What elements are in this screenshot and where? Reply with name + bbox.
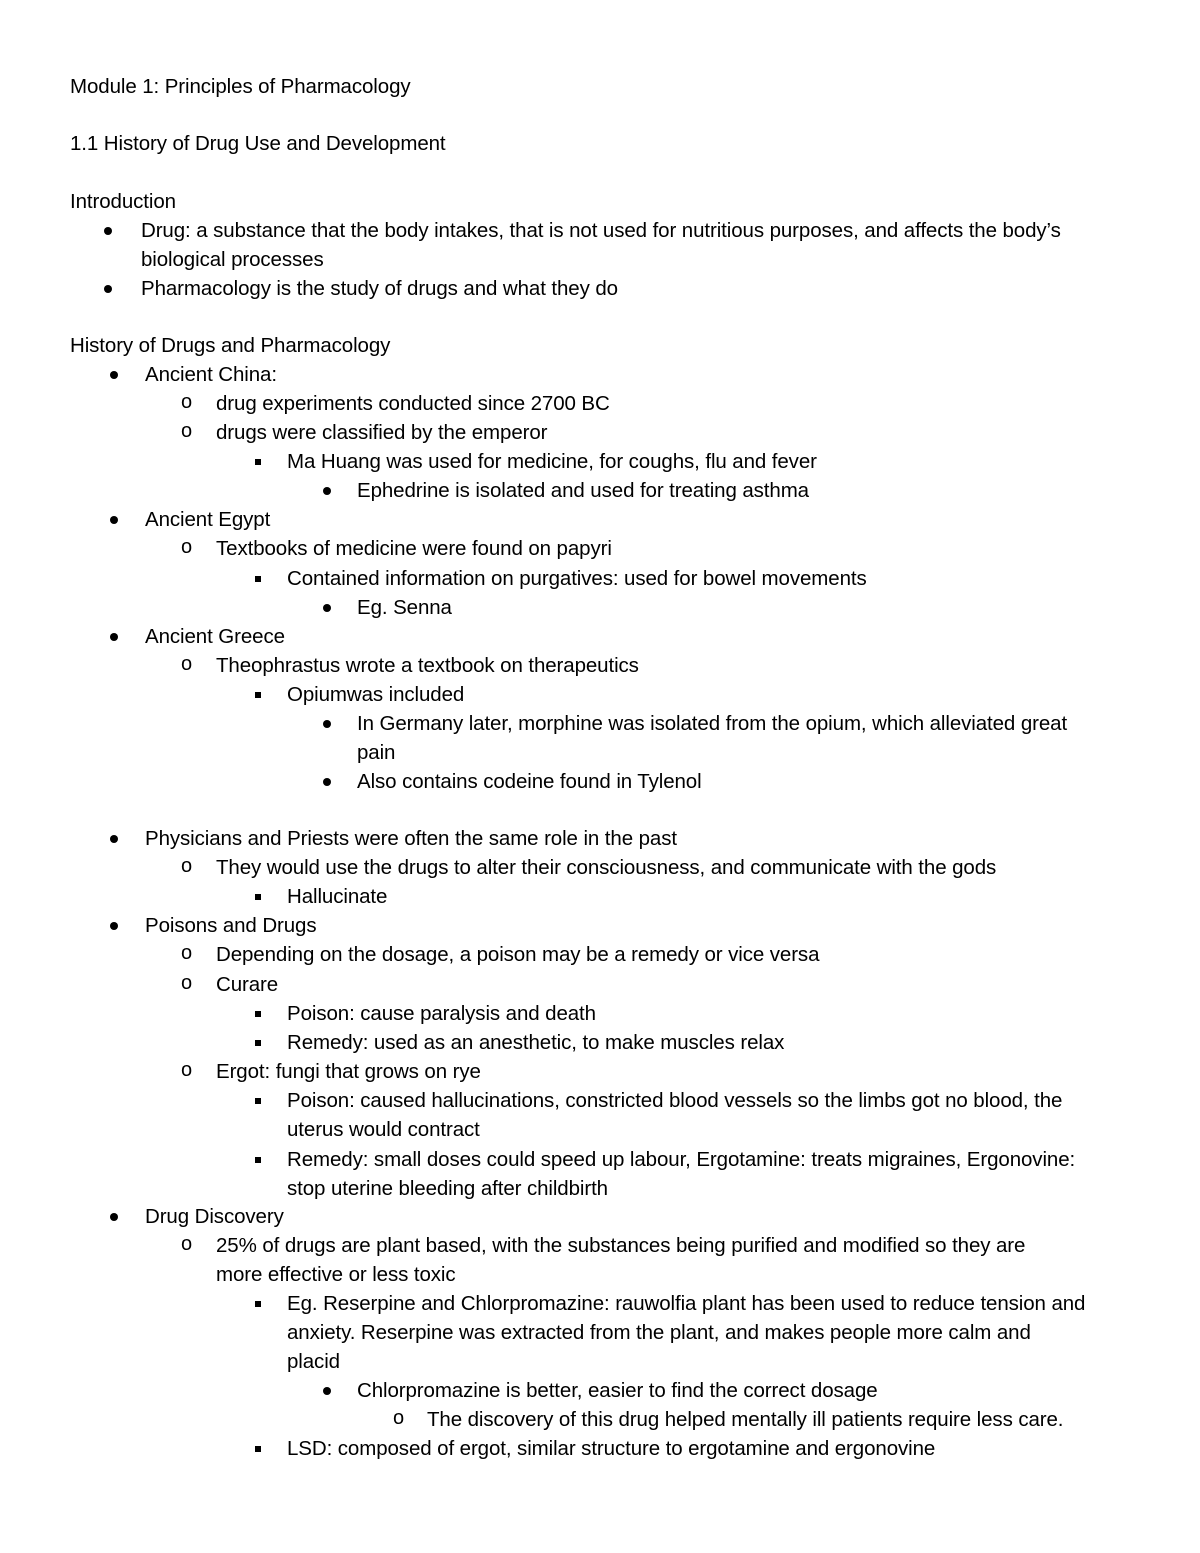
bullet-circle-icon: o (181, 653, 193, 675)
bullet-disc-icon (323, 778, 331, 786)
list-item-text: Remedy: used as an anesthetic, to make muscles relax (287, 1031, 785, 1054)
page-title: Module 1: Principles of Pharmacology (70, 75, 411, 98)
list-item-text: biological processes (141, 248, 324, 271)
list-item-text: Remedy: small doses could speed up labour, Ergotamine: treats migraines, Ergonovine: (287, 1148, 1076, 1171)
list-item-text: In Germany later, morphine was isolated from the opium, which alleviated great (357, 712, 1068, 735)
list-item-text: Physicians and Priests were often the same role in the past (145, 827, 677, 850)
bullet-disc-icon (110, 633, 118, 641)
list-item-text: Curare (216, 973, 279, 996)
list-item-text: Ma Huang was used for medicine, for coughs, flu and fever (287, 450, 817, 473)
list-item-text: Poison: cause paralysis and death (287, 1002, 596, 1025)
list-item-text: Poisons and Drugs (145, 914, 317, 937)
bullet-circle-icon: o (181, 855, 193, 877)
bullet-square-icon (255, 894, 261, 900)
subsection-heading: History of Drugs and Pharmacology (70, 334, 391, 357)
bullet-square-icon (255, 692, 261, 698)
bullet-square-icon (255, 576, 261, 582)
list-item-text: Ancient China: (145, 363, 277, 386)
bullet-square-icon (255, 1040, 261, 1046)
bullet-disc-icon (323, 604, 331, 612)
list-item-text: more effective or less toxic (216, 1263, 456, 1286)
list-item-text: They would use the drugs to alter their consciousness, and communicate with the gods (216, 856, 997, 879)
bullet-circle-icon: o (181, 420, 193, 442)
list-item-text: pain (357, 741, 396, 764)
bullet-square-icon (255, 459, 261, 465)
bullet-square-icon (255, 1157, 261, 1163)
bullet-square-icon (255, 1011, 261, 1017)
list-item-text: Depending on the dosage, a poison may be a remedy or vice versa (216, 943, 820, 966)
bullet-circle-icon: o (181, 391, 193, 413)
bullet-disc-icon (110, 1213, 118, 1221)
bullet-disc-icon (104, 227, 112, 235)
subsection-heading: Introduction (70, 190, 176, 213)
list-item-text: Drug Discovery (145, 1205, 284, 1228)
bullet-circle-icon: o (181, 972, 193, 994)
list-item-text: Also contains codeine found in Tylenol (357, 770, 702, 793)
list-item-text: stop uterine bleeding after childbirth (287, 1177, 608, 1200)
list-item-text: placid (287, 1350, 340, 1373)
bullet-disc-icon (110, 922, 118, 930)
list-item-text: Hallucinate (287, 885, 388, 908)
list-item-text: Textbooks of medicine were found on papyri (216, 537, 612, 560)
list-item-text: 25% of drugs are plant based, with the substances being purified and modified so they are (216, 1234, 1026, 1257)
bullet-square-icon (255, 1301, 261, 1307)
bullet-disc-icon (104, 285, 112, 293)
list-item-text: Contained information on purgatives: used for bowel movements (287, 567, 867, 590)
bullet-square-icon (255, 1098, 261, 1104)
list-item-text: Ephedrine is isolated and used for treating asthma (357, 479, 809, 502)
list-item-text: Poison: caused hallucinations, constricted blood vessels so the limbs got no blood, the (287, 1089, 1063, 1112)
list-item-text: Ancient Greece (145, 625, 285, 648)
list-item-text: uterus would contract (287, 1118, 480, 1141)
bullet-circle-icon: o (181, 1233, 193, 1255)
bullet-disc-icon (323, 487, 331, 495)
list-item-text: Eg. Reserpine and Chlorpromazine: rauwolfia plant has been used to reduce tension and (287, 1292, 1086, 1315)
bullet-square-icon (255, 1446, 261, 1452)
list-item-text: LSD: composed of ergot, similar structure to ergotamine and ergonovine (287, 1437, 936, 1460)
bullet-disc-icon (110, 835, 118, 843)
bullet-circle-icon: o (181, 1059, 193, 1081)
list-item-text: drug experiments conducted since 2700 BC (216, 392, 610, 415)
bullet-disc-icon (110, 516, 118, 524)
bullet-circle-icon: o (393, 1407, 405, 1429)
list-item-text: Theophrastus wrote a textbook on therapeutics (216, 654, 639, 677)
list-item-text: Chlorpromazine is better, easier to find the correct dosage (357, 1379, 878, 1402)
list-item-text: Opiumwas included (287, 683, 465, 706)
list-item-text: Ancient Egypt (145, 508, 271, 531)
bullet-circle-icon: o (181, 536, 193, 558)
bullet-disc-icon (110, 371, 118, 379)
bullet-disc-icon (323, 1387, 331, 1395)
list-item-text: Drug: a substance that the body intakes, that is not used for nutritious purposes, and affects the body’s (141, 219, 1061, 242)
list-item-text: Eg. Senna (357, 596, 452, 619)
list-item-text: Pharmacology is the study of drugs and what they do (141, 277, 618, 300)
list-item-text: drugs were classified by the emperor (216, 421, 548, 444)
list-item-text: Ergot: fungi that grows on rye (216, 1060, 481, 1083)
list-item-text: The discovery of this drug helped mentally ill patients require less care. (427, 1408, 1064, 1431)
list-item-text: anxiety. Reserpine was extracted from the plant, and makes people more calm and (287, 1321, 1031, 1344)
section-heading: 1.1 History of Drug Use and Development (70, 132, 446, 155)
bullet-disc-icon (323, 720, 331, 728)
bullet-circle-icon: o (181, 942, 193, 964)
